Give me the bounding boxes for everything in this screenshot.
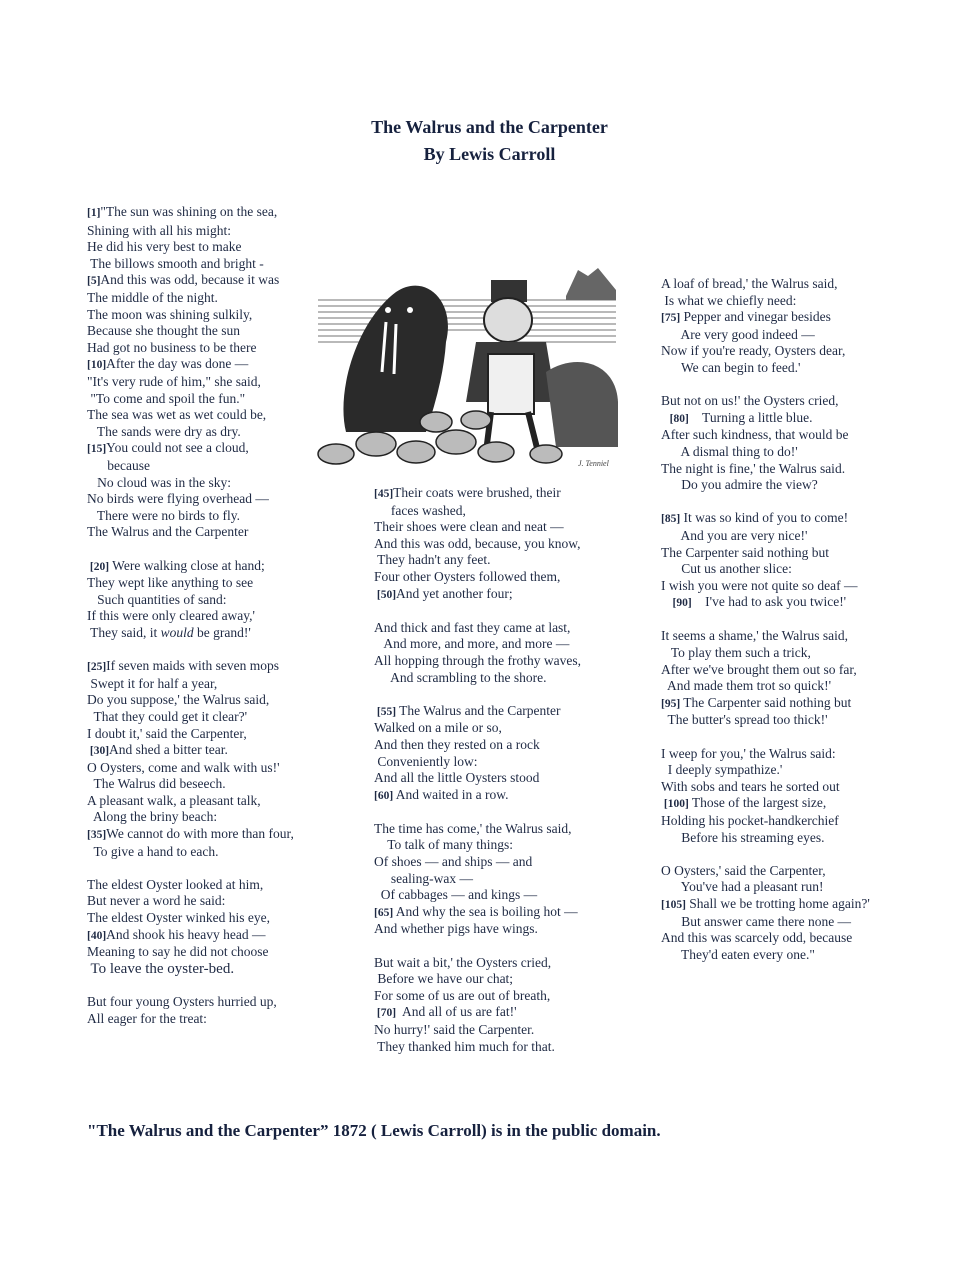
poem-line: [661, 678, 901, 695]
line-number: [50]: [374, 588, 397, 601]
line-text: All hopping through the frothy waves,: [374, 652, 581, 668]
line-text: A dismal thing to do!': [661, 443, 798, 459]
poem-line: [87, 910, 327, 927]
poem-line: [374, 971, 614, 988]
poem-line: [87, 776, 327, 793]
line-text: And all the little Oysters stood: [374, 770, 540, 786]
line-text: To play them such a trick,: [661, 645, 811, 661]
line-number: [65]: [374, 906, 394, 919]
line-number: [25]: [87, 661, 107, 674]
line-text: Their shoes were clean and neat —: [374, 519, 564, 535]
poem-line: [661, 510, 901, 528]
poem-line: [87, 475, 327, 492]
poem-line: [374, 569, 614, 586]
line-number: [80]: [661, 412, 689, 425]
line-text: It was so kind of you to come!: [680, 510, 849, 526]
line-text: Cut us another slice:: [661, 561, 792, 577]
line-text: There were no birds to fly.: [87, 507, 240, 523]
stanza-break: [87, 977, 327, 994]
poem-line: [87, 1011, 327, 1028]
stanza-break: [374, 686, 614, 703]
poem-line: [661, 410, 901, 428]
stanza-break: [661, 494, 901, 511]
line-text: And this was odd, because, you know,: [374, 535, 581, 551]
poem-line: [87, 407, 327, 424]
line-text: The eldest Oyster looked at him,: [87, 876, 264, 892]
poem-line: [87, 944, 327, 961]
line-text: We cannot do with more than four,: [106, 826, 294, 842]
line-text: It seems a shame,' the Walrus said,: [661, 628, 849, 644]
stanza-break: [374, 938, 614, 955]
poem-line: [87, 524, 327, 541]
stanza-break: [374, 804, 614, 821]
poem-column-3: [661, 276, 901, 963]
line-text: because: [87, 458, 150, 474]
line-text: To leave the oyster-bed.: [87, 960, 235, 977]
poem-line: [661, 343, 901, 360]
line-text: He did his very best to make: [87, 239, 242, 255]
poem-line: [87, 340, 327, 357]
poem-line: [661, 444, 901, 461]
poem-line: [661, 712, 901, 729]
poem-line: [374, 737, 614, 754]
line-number: [100]: [661, 798, 689, 811]
poem-line: [374, 988, 614, 1005]
line-text: Do you admire the view?: [661, 477, 818, 493]
poem-line: [87, 760, 327, 777]
line-number: [60]: [374, 789, 394, 802]
poem-line: [374, 1004, 614, 1022]
poem-line: [661, 545, 901, 562]
line-number: [20]: [87, 560, 110, 573]
poem-column-2: [374, 485, 614, 1055]
poem-line: [374, 503, 614, 520]
line-number: [15]: [87, 443, 107, 456]
poem-line: [374, 720, 614, 737]
line-text: faces washed,: [374, 502, 466, 518]
line-text: Their coats were brushed, their: [393, 485, 561, 500]
poem-line: [87, 709, 327, 726]
line-text: With sobs and tears he sorted out: [661, 778, 840, 794]
poem-line: [374, 703, 614, 721]
line-text: Along the briny beach:: [87, 809, 218, 825]
line-text: And scrambling to the shore.: [374, 669, 547, 685]
line-text: And made them trot so quick!': [661, 678, 832, 694]
poem-title: The Walrus and the Carpenter: [371, 117, 608, 137]
author-line: By Lewis Carroll: [423, 144, 556, 164]
poem-line: [374, 620, 614, 637]
poem-line: [374, 586, 614, 604]
poem-line: [661, 662, 901, 679]
walrus-carpenter-illustration: [316, 262, 618, 470]
line-text: Pepper and vinegar besides: [680, 309, 831, 325]
line-text: But not on us!' the Oysters cried,: [661, 393, 839, 409]
line-text: Turning a little blue.: [688, 409, 813, 425]
line-text: And whether pigs have wings.: [374, 921, 538, 937]
line-text: Now if you're ready, Oysters dear,: [661, 343, 846, 359]
poem-line: [87, 290, 327, 307]
poem-line: [661, 293, 901, 310]
line-text: You could not see a cloud,: [106, 440, 249, 456]
poem-line: [87, 272, 327, 290]
stanza-break: [87, 642, 327, 659]
line-text: Swept it for half a year,: [87, 675, 218, 691]
line-text: And you are very nice!': [661, 527, 808, 543]
poem-line: [87, 676, 327, 693]
line-text: No birds were flying overhead —: [87, 491, 269, 507]
line-text: And shed a bitter tear.: [109, 742, 228, 758]
line-text: I wish you were not quite so deaf —: [661, 577, 858, 593]
poem-line: [374, 653, 614, 670]
line-text: Such quantities of sand:: [87, 591, 227, 607]
line-text: You've had a pleasant run!: [661, 879, 824, 895]
line-text: And why the sea is boiling hot —: [393, 903, 578, 919]
line-number: [40]: [87, 929, 107, 942]
poem-line: [87, 793, 327, 810]
poem-line: [87, 558, 327, 576]
poem-line: [87, 356, 327, 374]
poem-line: [87, 726, 327, 743]
poem-line: [87, 223, 327, 240]
stanza-break: [661, 377, 901, 394]
poem-line: [661, 594, 901, 612]
line-text: The sands were dry as dry.: [87, 423, 241, 439]
poem-line: [87, 256, 327, 273]
poem-line: [374, 821, 614, 838]
poem-line: [87, 826, 327, 844]
poem-line: [87, 424, 327, 441]
poem-line: [374, 887, 614, 904]
poem-line: [661, 645, 901, 662]
poem-line: [374, 519, 614, 536]
poem-line: [87, 491, 327, 508]
line-text: But never a word he said:: [87, 893, 226, 909]
line-text: Of cabbages — and kings —: [374, 887, 538, 903]
line-text: "To come and spoil the fun.": [87, 390, 246, 406]
poem-line: [661, 427, 901, 444]
line-number: [10]: [87, 359, 107, 372]
poem-line: [374, 955, 614, 972]
line-text: O Oysters, come and walk with us!': [87, 759, 280, 775]
poem-line: [661, 578, 901, 595]
line-text: That they could get it clear?': [87, 708, 247, 724]
line-text: Walked on a mile or so,: [374, 720, 502, 736]
line-text: "It's very rude of him," she said,: [87, 374, 261, 390]
poem-line: [374, 904, 614, 922]
line-text: The time has come,' the Walrus said,: [374, 820, 572, 836]
line-number: [95]: [661, 697, 681, 710]
line-number: [85]: [661, 513, 681, 526]
line-text: And all of us are fat!': [396, 1004, 517, 1020]
poem-line: [374, 636, 614, 653]
stanza-break: [661, 729, 901, 746]
line-text: "The sun was shining on the sea,: [100, 204, 278, 219]
poem-line: [87, 323, 327, 340]
line-text: And then they rested on a rock: [374, 736, 540, 752]
poem-line: [661, 830, 901, 847]
poem-line: [87, 203, 327, 223]
poem-line: [661, 762, 901, 779]
line-text: The Carpenter said nothing but: [680, 694, 852, 710]
poem-column-1: [87, 203, 327, 1027]
poem-line: [87, 458, 327, 475]
stanza-break: [374, 603, 614, 620]
line-text: If seven maids with seven mops: [106, 658, 280, 674]
poem-line: [374, 670, 614, 687]
line-text: They hadn't any feet.: [374, 552, 491, 568]
line-text: Because she thought the sun: [87, 323, 240, 339]
line-text: The Walrus and the Carpenter: [87, 524, 249, 540]
poem-line: [87, 692, 327, 709]
line-text: And more, and more, and more —: [374, 636, 570, 652]
poem-line: [374, 871, 614, 888]
line-text: The sea was wet as wet could be,: [87, 407, 267, 423]
poem-line: [87, 508, 327, 525]
line-number: [90]: [661, 597, 692, 610]
poem-line: [87, 307, 327, 324]
line-text: I weep for you,' the Walrus said:: [661, 745, 836, 761]
poem-line: [661, 695, 901, 713]
line-text: Had got no business to be there: [87, 339, 257, 355]
line-text: The billows smooth and bright -: [87, 255, 264, 271]
line-text: To talk of many things:: [374, 837, 514, 853]
poem-line: [661, 896, 901, 914]
line-number: [75]: [661, 312, 681, 325]
line-text: A pleasant walk, a pleasant talk,: [87, 792, 261, 808]
line-text: And shook his heavy head —: [106, 926, 266, 942]
poem-line: [374, 787, 614, 805]
line-text: The Walrus did beseech.: [87, 776, 226, 792]
line-text: But wait a bit,' the Oysters cried,: [374, 954, 552, 970]
emphasized-word: would: [160, 624, 194, 640]
line-text: They'd eaten every one.": [661, 946, 815, 962]
line-text: I doubt it,' said the Carpenter,: [87, 725, 247, 741]
line-text: And yet another four;: [396, 585, 513, 601]
line-text-tail: be grand!': [193, 624, 251, 640]
line-text: But four young Oysters hurried up,: [87, 994, 277, 1010]
poem-line: [87, 927, 327, 945]
poem-line: [87, 809, 327, 826]
poem-line: [87, 742, 327, 760]
poem-line: [661, 309, 901, 327]
poem-line: [661, 930, 901, 947]
poem-line: [87, 440, 327, 458]
poem-line: [374, 485, 614, 503]
poem-line: [87, 239, 327, 256]
poem-line: [661, 914, 901, 931]
line-text: For some of us are out of breath,: [374, 987, 551, 1003]
line-number: [45]: [374, 488, 394, 500]
poem-line: [87, 877, 327, 894]
line-number: [1]: [87, 207, 101, 219]
line-text: No cloud was in the sky:: [87, 474, 231, 490]
poem-line: [661, 795, 901, 813]
line-text: And thick and fast they came at last,: [374, 619, 571, 635]
line-text: The butter's spread too thick!': [661, 712, 828, 728]
line-text: All eager for the treat:: [87, 1010, 207, 1026]
line-text: Four other Oysters followed them,: [374, 568, 561, 584]
poem-line: [661, 561, 901, 578]
line-text: Meaning to say he did not choose: [87, 944, 269, 960]
poem-line: [374, 770, 614, 787]
poem-line: [87, 961, 327, 978]
poem-line: [374, 837, 614, 854]
poem-line: [661, 863, 901, 880]
poem-line: [87, 391, 327, 408]
poem-line: [87, 658, 327, 676]
line-text: To give a hand to each.: [87, 843, 219, 859]
line-text: Are very good indeed —: [661, 326, 815, 342]
line-text: They said, it: [87, 624, 161, 640]
poem-line: [87, 592, 327, 609]
poem-line: [661, 528, 901, 545]
line-text: After the day was done —: [106, 356, 249, 372]
poem-line: [661, 879, 901, 896]
line-text: Shining with all his might:: [87, 222, 232, 238]
poem-line: [87, 893, 327, 910]
stanza-break: [87, 860, 327, 877]
line-number: [30]: [87, 745, 110, 758]
line-text: Those of the largest size,: [688, 795, 827, 811]
line-text: The Walrus and the Carpenter: [396, 702, 561, 718]
line-text: If this were only cleared away,': [87, 608, 255, 624]
line-text: Shall we be trotting home again?': [685, 895, 870, 911]
stanza-break: [661, 612, 901, 629]
poem-line: [661, 813, 901, 830]
poem-line: [87, 844, 327, 861]
poem-line: [374, 921, 614, 938]
public-domain-notice: "The Walrus and the Carpenter” 1872 ( Lewis Carroll) is in the public domain.: [87, 1121, 661, 1140]
line-text: Conveniently low:: [374, 753, 478, 769]
line-text: Is what we chiefly need:: [661, 292, 797, 308]
line-text: O Oysters,' said the Carpenter,: [661, 862, 826, 878]
line-text: They wept like anything to see: [87, 575, 254, 591]
poem-line: [87, 625, 327, 642]
line-text: Holding his pocket-handkerchief: [661, 813, 839, 828]
line-text: Were walking close at hand;: [109, 557, 265, 573]
line-number: [35]: [87, 829, 107, 842]
illustration-signature: J. Tenniel: [578, 459, 609, 468]
poem-line: [661, 628, 901, 645]
line-text: We can begin to feed.': [661, 359, 801, 375]
poem-line: [661, 276, 901, 293]
line-text: I deeply sympathize.': [661, 762, 783, 778]
line-text: The middle of the night.: [87, 290, 218, 306]
line-text: A loaf of bread,' the Walrus said,: [661, 276, 838, 291]
poem-line: [374, 754, 614, 771]
line-text: And this was scarcely odd, because: [661, 930, 853, 946]
poem-line: [374, 1039, 614, 1056]
line-text: Do you suppose,' the Walrus said,: [87, 692, 270, 708]
poem-line: [87, 374, 327, 391]
stanza-break: [661, 846, 901, 863]
line-text: The moon was shining sulkily,: [87, 306, 253, 322]
poem-line: [87, 608, 327, 625]
line-text: Before his streaming eyes.: [661, 829, 825, 845]
poem-line: [87, 994, 327, 1011]
line-text: They thanked him much for that.: [374, 1038, 555, 1054]
poem-line: [374, 552, 614, 569]
line-text: Before we have our chat;: [374, 971, 514, 987]
line-text: But answer came there none —: [661, 913, 852, 929]
line-text: The eldest Oyster winked his eye,: [87, 910, 270, 926]
line-text: Of shoes — and ships — and: [374, 854, 533, 870]
poem-line: [661, 477, 901, 494]
line-number: [5]: [87, 275, 101, 288]
stanza-break: [87, 541, 327, 558]
line-text: sealing-wax —: [374, 870, 473, 886]
line-text: And this was odd, because it was: [100, 272, 280, 288]
poem-line: [661, 461, 901, 478]
line-text: No hurry!' said the Carpenter.: [374, 1022, 535, 1037]
line-number: [55]: [374, 705, 397, 718]
line-text: And waited in a row.: [393, 786, 509, 802]
poem-line: [374, 536, 614, 553]
poem-line: [661, 327, 901, 344]
poem-line: [661, 947, 901, 964]
line-number: [105]: [661, 898, 686, 911]
poem-line: [374, 1022, 614, 1039]
poem-line: [661, 779, 901, 796]
line-text: The Carpenter said nothing but: [661, 544, 829, 560]
poem-line: [661, 393, 901, 410]
poem-line: [661, 746, 901, 763]
line-text: After we've brought them out so far,: [661, 661, 857, 677]
line-text: After such kindness, that would be: [661, 427, 849, 443]
poem-line: [374, 854, 614, 871]
line-number: [70]: [374, 1007, 397, 1020]
poem-line: [661, 360, 901, 377]
line-text: I've had to ask you twice!': [691, 594, 847, 610]
poem-line: [87, 575, 327, 592]
line-text: The night is fine,' the Walrus said.: [661, 460, 846, 476]
